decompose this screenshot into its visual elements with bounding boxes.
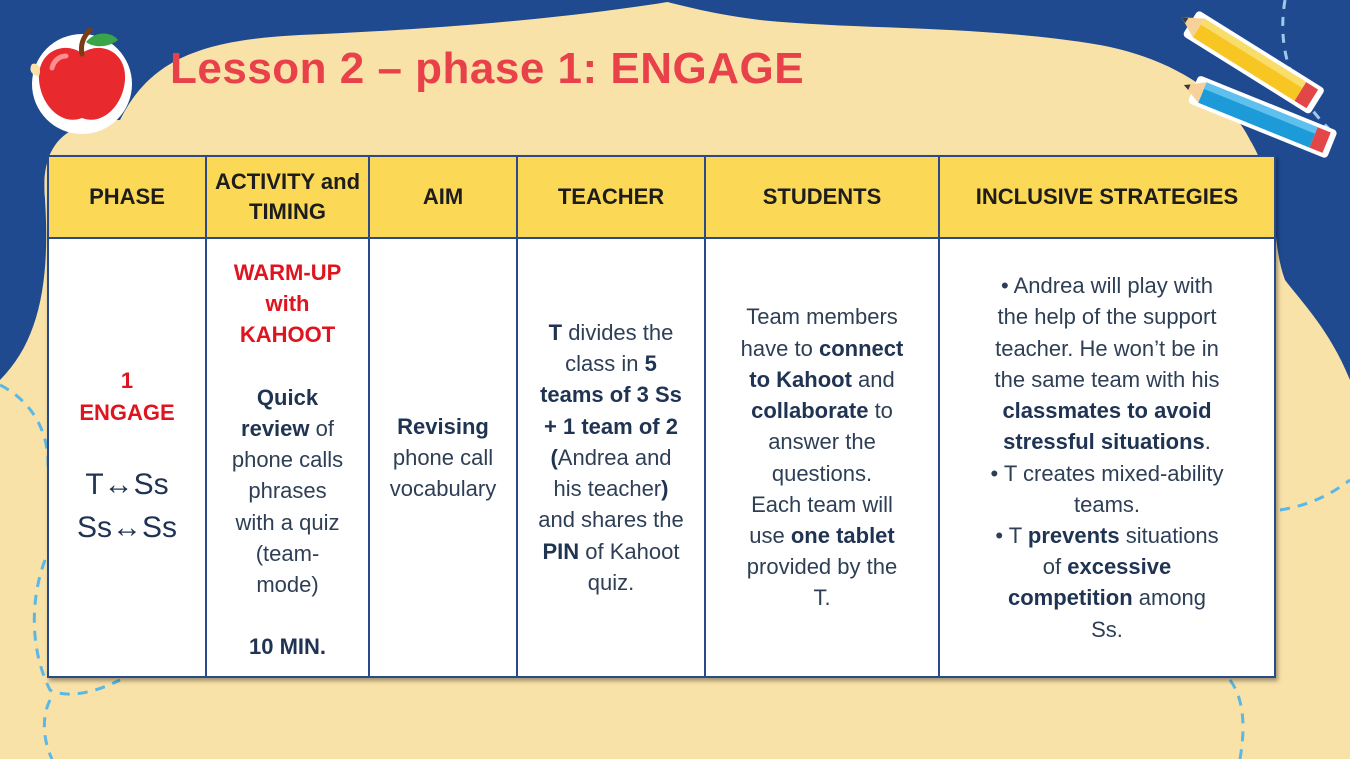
activity-quick: Quick [256, 384, 319, 410]
warmup-with: with [265, 291, 310, 317]
cell-students [705, 238, 939, 677]
activity-line: phone calls [231, 447, 344, 473]
students-to: to [868, 398, 893, 424]
phase-number: 1 [120, 368, 134, 394]
students-to-kahoot: to Kahoot [749, 366, 852, 392]
strategy-excessive: excessive [1067, 554, 1172, 580]
strategy-line: teams. [1073, 491, 1141, 517]
students-connect: connect [818, 335, 904, 361]
aim-line: vocabulary [389, 476, 497, 502]
teacher-pin: PIN [542, 538, 580, 564]
aim-bold: Revising [397, 413, 489, 439]
page-title: Lesson 2 – phase 1: ENGAGE [170, 44, 805, 93]
strategy-t: • T [995, 522, 1028, 548]
students-line: T. [813, 585, 831, 611]
students-line [712, 520, 932, 551]
teacher-shares: and shares the [538, 507, 684, 533]
pencils-icon [1158, 10, 1350, 160]
phase-name: ENGAGE [79, 400, 175, 425]
strategy-line: • T creates mixed-ability [990, 460, 1224, 486]
header-aim: AIM [369, 156, 517, 238]
cell-inclusive-strategies [939, 238, 1275, 677]
students-line [712, 333, 932, 364]
header-teacher: TEACHER [517, 156, 705, 238]
header-inclusive-strategies: INCLUSIVE STRATEGIES [939, 156, 1275, 238]
teacher-teams-3: teams of 3 Ss [540, 382, 682, 408]
students-line: answer the [768, 429, 876, 455]
teacher-line [524, 442, 698, 473]
paren-open: ( [550, 444, 558, 470]
students-line: provided by the [746, 554, 898, 580]
strategy-line: teacher. He won’t be in [995, 335, 1219, 361]
teacher-t: T [548, 319, 563, 345]
teacher-line [524, 473, 698, 504]
table-row [48, 238, 1275, 677]
students-use: use [749, 522, 791, 548]
teacher-divides: divides the [562, 319, 674, 345]
activity-time: 10 MIN. [248, 634, 327, 660]
warmup-kahoot: KAHOOT [239, 322, 336, 348]
teacher-quiz: quiz. [587, 569, 635, 595]
students-line [712, 364, 932, 395]
teacher-line [524, 348, 698, 379]
teacher-line [524, 536, 698, 567]
activity-review-line [213, 413, 362, 444]
students-line: Each team will [751, 491, 893, 517]
strategy-competition: competition [1007, 585, 1133, 611]
strategy-line [946, 426, 1268, 457]
students-have-to: have to [740, 335, 819, 361]
strategy-stressful: stressful situations [1003, 429, 1205, 455]
strategy-prevents: prevents [1027, 522, 1120, 548]
header-activity: ACTIVITY and TIMING [206, 156, 369, 238]
strategy-bold-line: classmates to avoid [1002, 398, 1212, 424]
apple-icon [22, 18, 142, 138]
aim-line: phone call [392, 444, 494, 470]
students-line: Team members [746, 304, 898, 330]
students-one-tablet: one tablet [790, 522, 895, 548]
interaction-teacher-students: T↔Ss [85, 467, 169, 501]
cell-phase [48, 238, 206, 677]
students-line: questions. [771, 460, 873, 486]
activity-of: of [309, 415, 334, 441]
teacher-of-kahoot: of Kahoot [579, 538, 680, 564]
strategy-situations: situations [1119, 522, 1219, 548]
strategy-period: . [1204, 429, 1211, 455]
strategy-line: the help of the support [997, 304, 1217, 330]
interaction-students-students: Ss↔Ss [76, 511, 178, 545]
activity-line: phrases [248, 478, 327, 504]
activity-line: mode) [256, 572, 319, 598]
strategy-line: • Andrea will play with [1001, 273, 1213, 299]
teacher-team-2: + 1 team of 2 [544, 413, 678, 439]
teacher-andrea: Andrea and [557, 444, 672, 470]
teacher-his-teacher: his teacher [553, 476, 662, 502]
students-and: and [851, 366, 895, 392]
activity-review: review [241, 415, 310, 441]
students-line [712, 395, 932, 426]
cell-teacher [517, 238, 705, 677]
strategy-line [946, 551, 1268, 582]
lesson-plan-table [47, 155, 1276, 678]
teacher-line [524, 317, 698, 348]
cell-activity [206, 238, 369, 677]
strategy-line [946, 582, 1268, 613]
strategy-line: the same team with his [994, 366, 1220, 392]
strategy-of: of [1042, 554, 1068, 580]
activity-line: with a quiz [235, 509, 340, 535]
table-header-row [48, 156, 1275, 238]
strategy-line [946, 520, 1268, 551]
teacher-five: 5 [644, 351, 657, 377]
activity-line: (team- [255, 540, 320, 566]
paren-close: ) [661, 476, 669, 502]
header-students: STUDENTS [705, 156, 939, 238]
cell-aim [369, 238, 517, 677]
strategy-among: among [1132, 585, 1207, 611]
warmup-label: WARM-UP [233, 260, 342, 285]
strategy-line: Ss. [1091, 616, 1123, 642]
students-collaborate: collaborate [751, 398, 869, 424]
header-phase: PHASE [48, 156, 206, 238]
teacher-class-in: class in [565, 351, 645, 377]
